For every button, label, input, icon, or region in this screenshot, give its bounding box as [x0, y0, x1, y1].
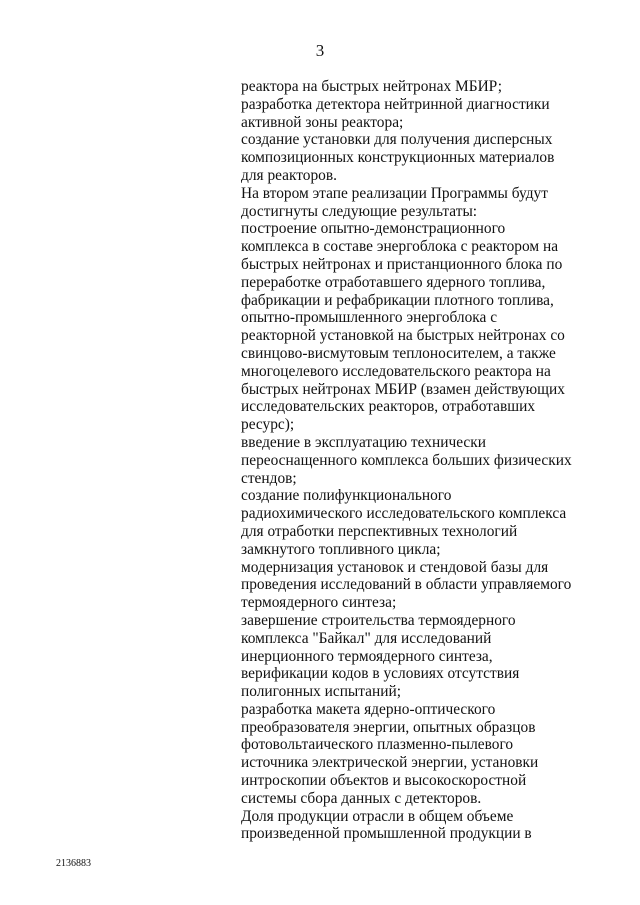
text-line: для отработки перспективных технологий	[241, 522, 518, 540]
text-line: фабрикации и рефабрикации плотного топлива,	[241, 291, 554, 309]
text-line: для реакторов.	[241, 166, 337, 184]
text-line: реактора на быстрых нейтронах МБИР;	[241, 78, 503, 95]
page-number: 3	[315, 41, 325, 60]
text-line: термоядерного синтеза;	[241, 594, 397, 612]
text-line: На втором этапе реализации Программы будут	[241, 184, 548, 202]
text-line: завершение строительства термоядерного	[241, 611, 516, 629]
text-line: разработка детектора нейтринной диагностики	[241, 95, 550, 113]
text-line: создание установки для получения дисперсных	[241, 131, 553, 149]
text-line: исследовательских реакторов, отработавших	[241, 398, 536, 416]
text-line: системы сбора данных с детекторов.	[241, 789, 482, 807]
text-line: источника электрической энергии, установки	[241, 754, 539, 772]
text-line: замкнутого топливного цикла;	[241, 540, 441, 558]
text-line: создание полифункционального	[241, 487, 452, 505]
text-line: фотовольтаического плазменно-пылевого	[241, 736, 514, 754]
body-text	[241, 78, 631, 843]
text-line: разработка макета ядерно-оптического	[241, 700, 496, 718]
text-line: ресурс);	[241, 416, 295, 434]
text-line: реакторной установкой на быстрых нейтронах со	[241, 327, 565, 345]
text-line: комплекса в составе энергоблока с реактором на	[241, 238, 559, 256]
text-line: инерционного термоядерного синтеза,	[241, 647, 493, 665]
text-line: модернизация установок и стендовой базы для	[241, 558, 549, 576]
text-line: переработке отработавшего ядерного топлива,	[241, 273, 546, 291]
text-line: радиохимического исследовательского комплекса	[241, 505, 567, 523]
text-line: достигнуты следующие результаты:	[241, 202, 478, 220]
text-line: комплекса "Байкал" для исследований	[241, 629, 492, 647]
text-line: переоснащенного комплекса больших физических	[241, 451, 572, 469]
text-line: опытно-промышленного энергоблока с	[241, 309, 498, 327]
text-line: композиционных конструкционных материалов	[241, 149, 555, 167]
text-line: активной зоны реактора;	[241, 113, 404, 131]
text-line: стендов;	[241, 469, 297, 487]
text-line: интроскопии объектов и высокоскоростной	[241, 772, 527, 790]
document-id: 2136883	[56, 858, 91, 869]
text-line: произведенной промышленной продукции в	[241, 825, 532, 843]
text-line: свинцово-висмутовым теплоносителем, а также	[241, 344, 556, 362]
text-line: полигонных испытаний;	[241, 683, 402, 701]
text-line: Доля продукции отрасли в общем объеме	[241, 807, 514, 825]
text-line: верификации кодов в условиях отсутствия	[241, 665, 520, 683]
text-line: быстрых нейтронах МБИР (взамен действующих	[241, 380, 565, 398]
text-line: преобразователя энергии, опытных образцов	[241, 718, 536, 736]
text-line: построение опытно-демонстрационного	[241, 220, 506, 238]
text-line: введение в эксплуатацию технически	[241, 433, 486, 451]
text-line: быстрых нейтронах и пристанционного блока по	[241, 255, 563, 273]
text-line: проведения исследований в области управляемого	[241, 576, 572, 594]
text-line: многоцелевого исследовательского реактора на	[241, 362, 551, 380]
